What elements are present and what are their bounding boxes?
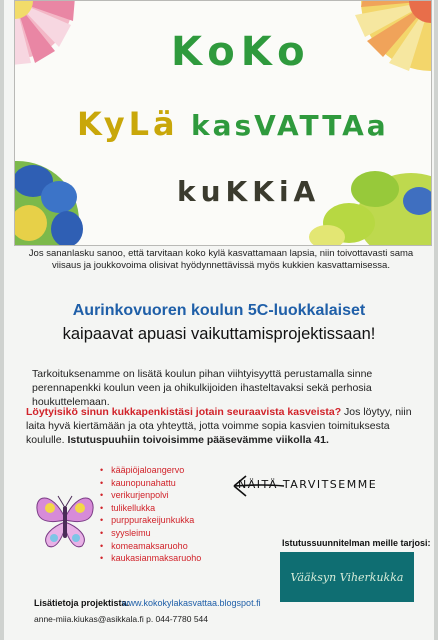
project-blog-link[interactable]: www.kokokylakasvattaa.blogspot.fi [122,598,261,608]
title-kukkia: kuKKiA [177,175,321,208]
poster [4,0,434,640]
top-left-flower [15,1,75,65]
request-question: Löytyisikö sinun kukkapenkistäsi jotain seuraavista kasveista? [26,406,342,418]
list-item: • tulikellukka [100,502,201,515]
list-item: • komeamaksaruoho [100,540,201,553]
subheading: kaipaavat apuasi vaikuttamisprojektissaan! [62,325,376,343]
planting-week-note: Istutuspuuhiin toivoisimme pääsevämme viikolla 41. [67,434,329,446]
butterfly-icon [32,488,98,554]
list-item: • syysleimu [100,527,201,540]
title-koko: KoKo [171,29,311,75]
bottom-left-flower [15,161,83,245]
title-kyla: KyLä [77,105,179,143]
request-text: Jos löytyy, niin laita hyvä kiertämään ja ota yhteyttä, jotta voimme sopia kasvien toimituksesta koululle. [26,406,412,446]
list-item: • kaunopunahattu [100,477,201,490]
heading: Aurinkovuoren koulun 5C-luokkalaiset [72,302,366,319]
planting-plan-label: Istutussuunnitelman meille tarjosi: [282,538,431,548]
sponsor-logo [280,552,414,602]
proverb-quote: Jos sananlasku sanoo, että tarvitaan koko kylä kasvattamaan lapsia, niin toivottavasti sama viisaus ja joukkovoima olisivat hyödynnettävissä myös kukkien kasvattamisessa. [28,248,414,271]
list-item: • purppurakeijunkukka [100,514,201,527]
info-label: Lisätietoja projektista: [34,598,130,608]
hand-drawn-title-artwork [14,0,432,246]
list-item: • kaukasianmaksaruoho [100,552,201,565]
plant-list [100,464,201,565]
sponsor-logo-text: Vääksyn Viherkukka [290,570,404,584]
top-right-flower [355,1,431,71]
intro-paragraph: Tarkoituksenamme on lisätä koulun pihan viihtyisyyttä perustamalla sinne perennapenkki koulun veen ja ohikulkijoiden ihasteltavaksi sekä perhosia houkuttelemaan. [32,368,373,408]
contact-info: anne-miia.kiukas@asikkala.fi p. 044-7780 544 [34,614,209,624]
list-item: • verikurjenpolvi [100,489,201,502]
needs-label: NÄITÄ TARVITSEMME [238,478,378,491]
request-paragraph [26,405,418,447]
title-kasvattaa: kasVATTAa [191,109,389,142]
list-item: • kääpiöjaloangervo [100,464,201,477]
bottom-right-flower [309,171,431,245]
